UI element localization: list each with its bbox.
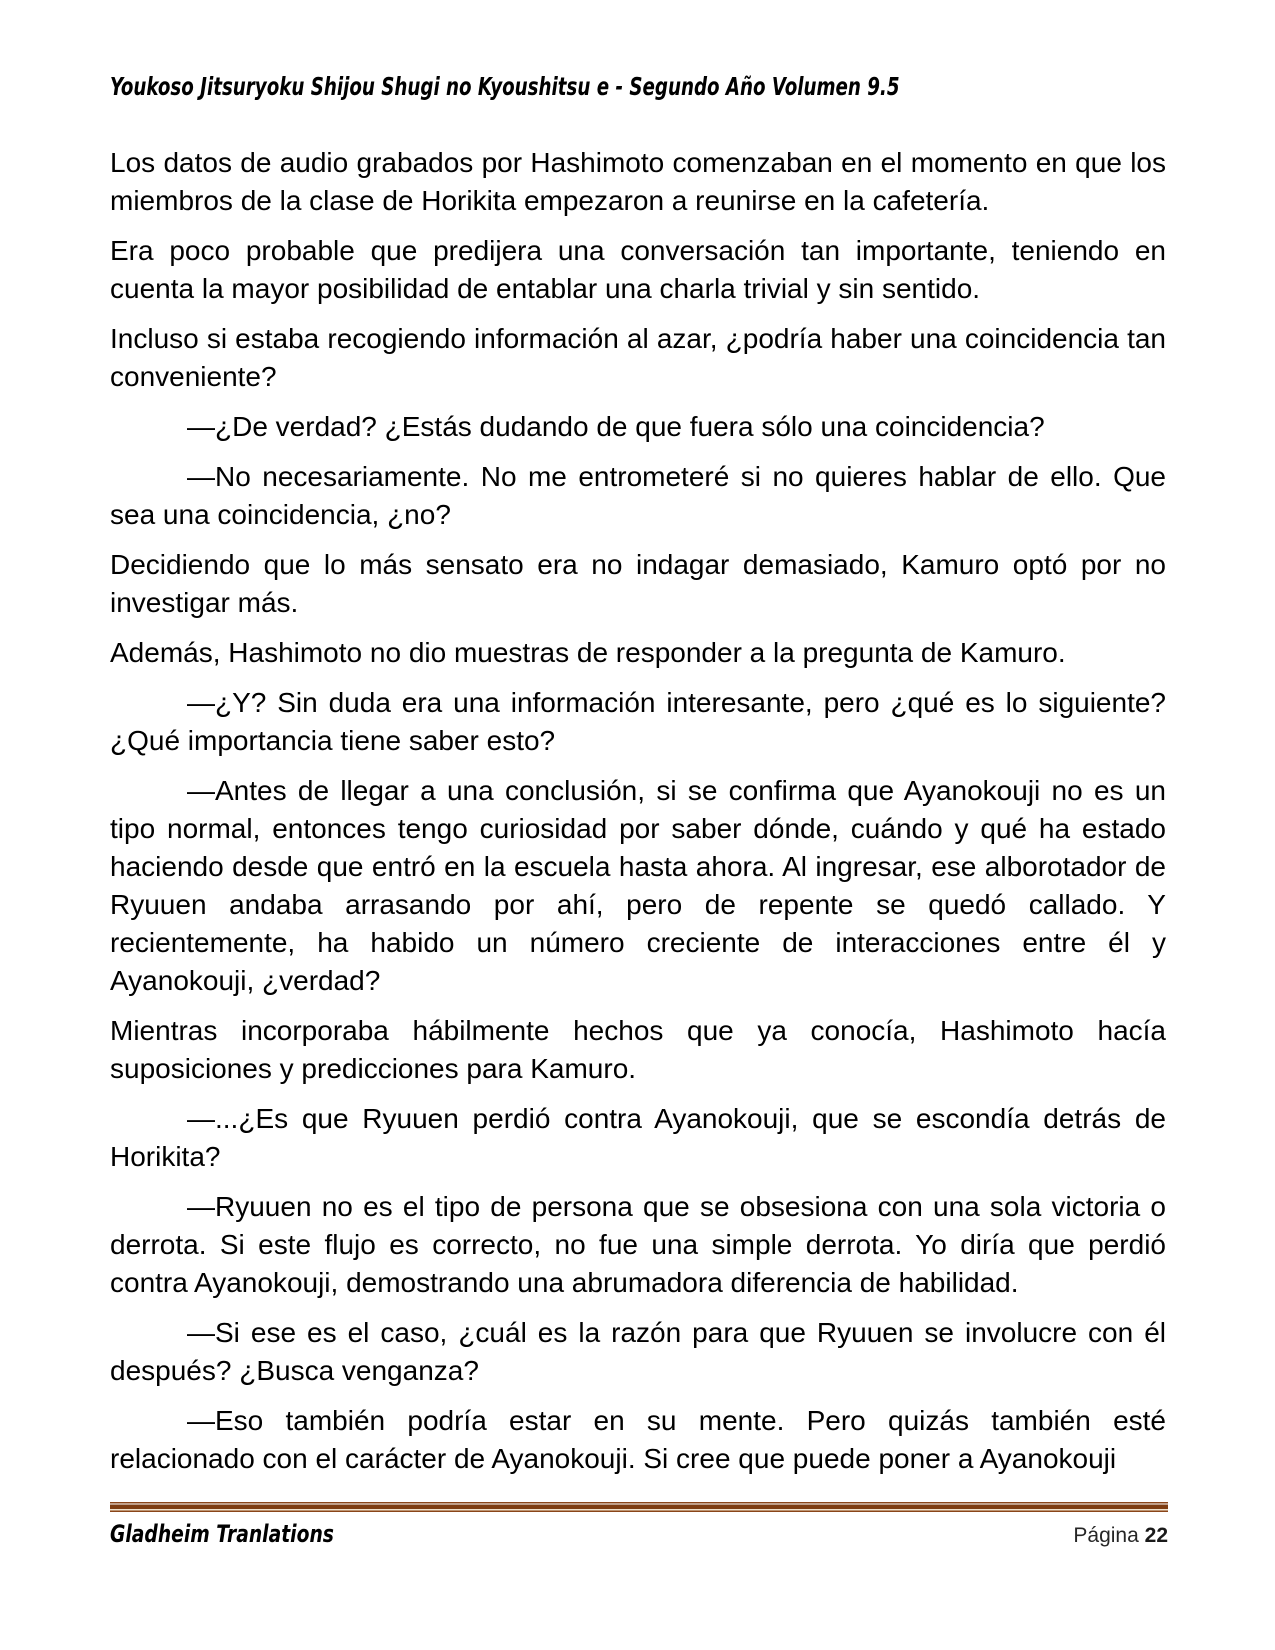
paragraph: —¿De verdad? ¿Estás dudando de que fuera sólo una coincidencia? bbox=[187, 411, 1045, 442]
paragraph: —...¿Es que Ryuuen perdió contra Ayanokouji, que se escondía detrás de Horikita? bbox=[110, 1103, 1166, 1172]
page-number: 22 bbox=[1144, 1524, 1168, 1547]
paragraph: Los datos de audio grabados por Hashimoto comenzaban en el momento en que los miembros de la clase de Horikita empezaron a reunirse en la cafetería. bbox=[110, 147, 1166, 216]
footer-divider bbox=[110, 1502, 1168, 1512]
page-label: Página bbox=[1073, 1524, 1145, 1547]
paragraph: —Ryuuen no es el tipo de persona que se obsesiona con una sola victoria o derrota. Si este flujo es correcto, no fue una simple derrota. Yo diría que perdió contra Ayanokouji, demostrando una abrumadora diferencia de habilidad. bbox=[110, 1191, 1166, 1298]
paragraph: Además, Hashimoto no dio muestras de responder a la pregunta de Kamuro. bbox=[110, 637, 1066, 668]
paragraph: —Antes de llegar a una conclusión, si se confirma que Ayanokouji no es un tipo normal, entonces tengo curiosidad por saber dónde, cuándo y qué ha estado haciendo desde que entró en la escuela hasta ahora. Al ingresar, ese alborotador de Ryuuen andaba arrasando por ahí, pero de repente se quedó callado. Y recientemente, ha habido un número creciente de interacciones entre él y Ayanokouji, ¿verdad? bbox=[110, 775, 1166, 996]
page-header bbox=[110, 72, 1192, 101]
page-footer bbox=[110, 1520, 1168, 1548]
paragraph: Era poco probable que predijera una conversación tan importante, teniendo en cuenta la mayor posibilidad de entablar una charla trivial y sin sentido. bbox=[110, 235, 1166, 304]
paragraph: —No necesariamente. No me entrometeré si no quieres hablar de ello. Que sea una coincidencia, ¿no? bbox=[110, 461, 1166, 530]
footer-page-indicator bbox=[1073, 1524, 1168, 1548]
paragraph: Mientras incorporaba hábilmente hechos que ya conocía, Hashimoto hacía suposiciones y predicciones para Kamuro. bbox=[110, 1015, 1166, 1084]
paragraph: —¿Y? Sin duda era una información interesante, pero ¿qué es lo siguiente? ¿Qué importancia tiene saber esto? bbox=[110, 687, 1166, 756]
paragraph: Incluso si estaba recogiendo información al azar, ¿podría haber una coincidencia tan conveniente? bbox=[110, 323, 1166, 392]
paragraph: Decidiendo que lo más sensato era no indagar demasiado, Kamuro optó por no investigar más. bbox=[110, 549, 1166, 618]
paragraph: —Si ese es el caso, ¿cuál es la razón para que Ryuuen se involucre con él después? ¿Busca venganza? bbox=[110, 1317, 1166, 1386]
paragraph: —Eso también podría estar en su mente. Pero quizás también esté relacionado con el carácter de Ayanokouji. Si cree que puede poner a Ayanokouji bbox=[110, 1405, 1166, 1474]
footer-brand: Gladheim Tranlations bbox=[110, 1520, 334, 1548]
body-text bbox=[110, 144, 1166, 1490]
header-title: Youkoso Jitsuryoku Shijou Shugi no Kyoushitsu e - Segundo Año Volumen 9.5 bbox=[110, 72, 900, 101]
